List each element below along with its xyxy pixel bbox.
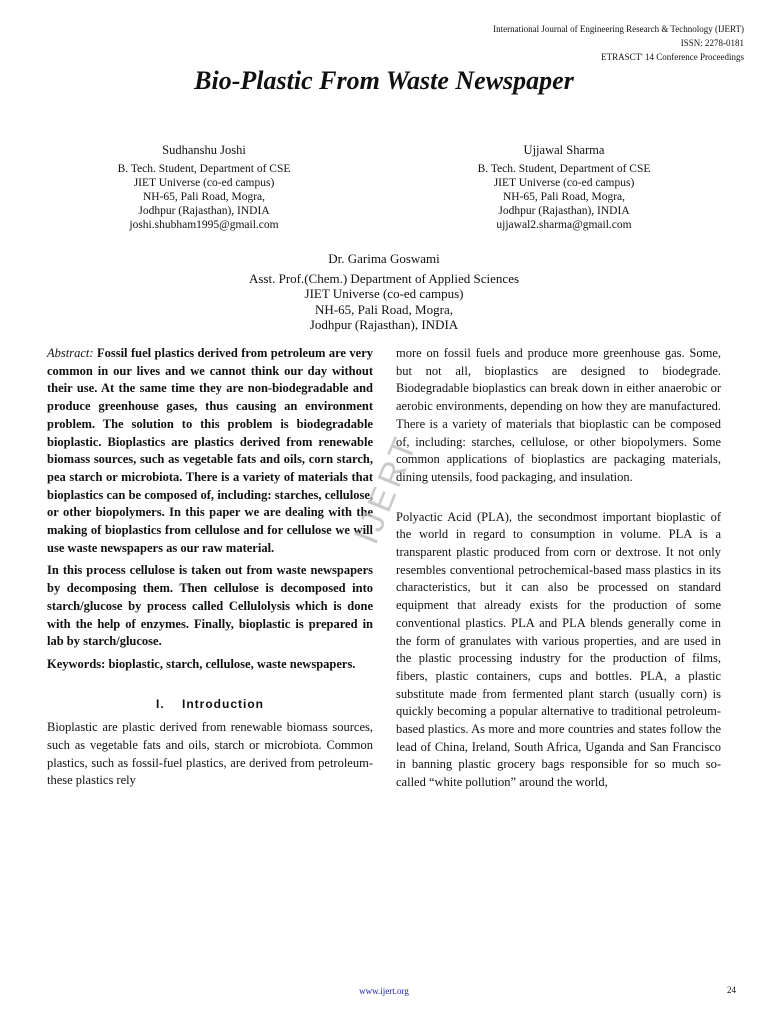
right-column: [396, 345, 721, 792]
right-paragraph-1: more on fossil fuels and produce more greenhouse gas. Some, but not all, bioplastics are designed to biodegrade. Biodegradable bioplastics can break down in either anaerobic or aerobic environments, depending on how they are manufactured. There is a variety of materials that bioplastic can be composed of, including: starches, cellulose, or other biopolymers. Some common applications of bioplastics are packaging materials, dining utensils, food packaging, and insulation.: [396, 346, 721, 484]
author-block-1: [84, 143, 324, 232]
abstract: [47, 345, 373, 557]
author-block-3: [184, 251, 584, 333]
section-heading: [47, 696, 373, 714]
author-campus: JIET Universe (co-ed campus): [493, 177, 635, 189]
author-email: ujjawal2.sharma@gmail.com: [496, 219, 632, 231]
abstract-label: Abstract:: [47, 346, 94, 360]
page-number: 24: [727, 985, 736, 995]
footer-url[interactable]: www.ijert.org: [359, 986, 409, 996]
author-name: Sudhanshu Joshi: [162, 143, 246, 157]
right-paragraph-2: Polyactic Acid (PLA), the secondmost important bioplastic of the world in regard to consumption in volume. PLA is a transparent plastic produced from corn or dextrose. It not only resembles conventional petrochemical-based mass plastics in its characteristics, but it can also be processed on standard equipment that already exists for the production of some conventional plastics. PLA and PLA blends generally come in the form of granulates with various properties, and are used in the plastic processing industry for the production of films, fibers, plastic containers, cups and bottles. PLA, a plastic substitute made from fermented plant starch (usually corn) is quickly becoming a popular alternative to traditional petroleum-based plastics. As more and more countries and states follow the lead of China, Ireland, South Africa, Uganda and San Francisco in banning plastic grocery bags responsible for so much so-called “white pollution” around the world,: [396, 509, 721, 790]
issn: ISSN: 2278-0181: [680, 38, 744, 48]
author-campus: JIET Universe (co-ed campus): [133, 177, 275, 189]
author-road: NH-65, Pali Road, Mogra,: [142, 191, 265, 203]
author-name: Ujjawal Sharma: [523, 143, 605, 157]
author-block-2: [444, 143, 684, 232]
abstract-text: Fossil fuel plastics derived from petroleum are very common in our lives and we cannot think our day without their use. At the same time they are non-biodegradable and produce greenhouse gases, thus causing an environment problem. The solution to this problem is biodegradable bioplastic. Bioplastics are plastics derived from renewable biomass sources, such as vegetable fats and oils, corn starch, pea starch or microbiota. There is a variety of materials that bioplastics can be composed of, including: starches, cellulose, or other biopolymers. In this paper we are dealing with the making of bioplastics from cellulose and for cellulose we will use waste newspapers as our raw material.: [47, 346, 374, 555]
author-dept: B. Tech. Student, Department of CSE: [117, 163, 291, 175]
author-city: Jodhpur (Rajasthan), INDIA: [309, 317, 459, 332]
journal-name: International Journal of Engineering Research & Technology (IJERT): [493, 24, 744, 34]
ijert-watermark: IJERT: [347, 429, 426, 550]
section-title: Introduction: [182, 696, 264, 711]
section-number: I.: [156, 696, 165, 711]
author-campus: JIET Universe (co-ed campus): [304, 286, 464, 301]
introduction-text: Bioplastic are plastic derived from renewable biomass sources, such as vegetable fats and oils, starch or microbiota. Common plastics, such as fossil-fuel plastics, are derived from petroleum- these plastics rely: [47, 720, 373, 788]
author-city: Jodhpur (Rajasthan), INDIA: [138, 205, 270, 217]
author-road: NH-65, Pali Road, Mogra,: [502, 191, 625, 203]
author-dept: B. Tech. Student, Department of CSE: [477, 163, 651, 175]
abstract-paragraph-2: In this process cellulose is taken out from waste newspapers by decomposing them. Then cellulose is decomposed into starch/glucose by process called Cellulolysis which is done with the help of enzymes. Finally, bioplastic is prepared in lab by starch/glucose.: [47, 563, 373, 649]
paper-title: Bio-Plastic From Waste Newspaper: [194, 66, 574, 95]
author-city: Jodhpur (Rajasthan), INDIA: [498, 205, 630, 217]
author-dept: Asst. Prof.(Chem.) Department of Applied Sciences: [248, 270, 520, 286]
keywords: Keywords: bioplastic, starch, cellulose, waste newspapers.: [47, 656, 356, 671]
author-name: Dr. Garima Goswami: [328, 251, 440, 266]
journal-header: [493, 22, 744, 64]
author-road: NH-65, Pali Road, Mogra,: [315, 301, 453, 317]
author-email: joshi.shubham1995@gmail.com: [129, 219, 279, 231]
left-column: [47, 345, 373, 790]
conference-name: ETRASCT' 14 Conference Proceedings: [601, 52, 744, 62]
